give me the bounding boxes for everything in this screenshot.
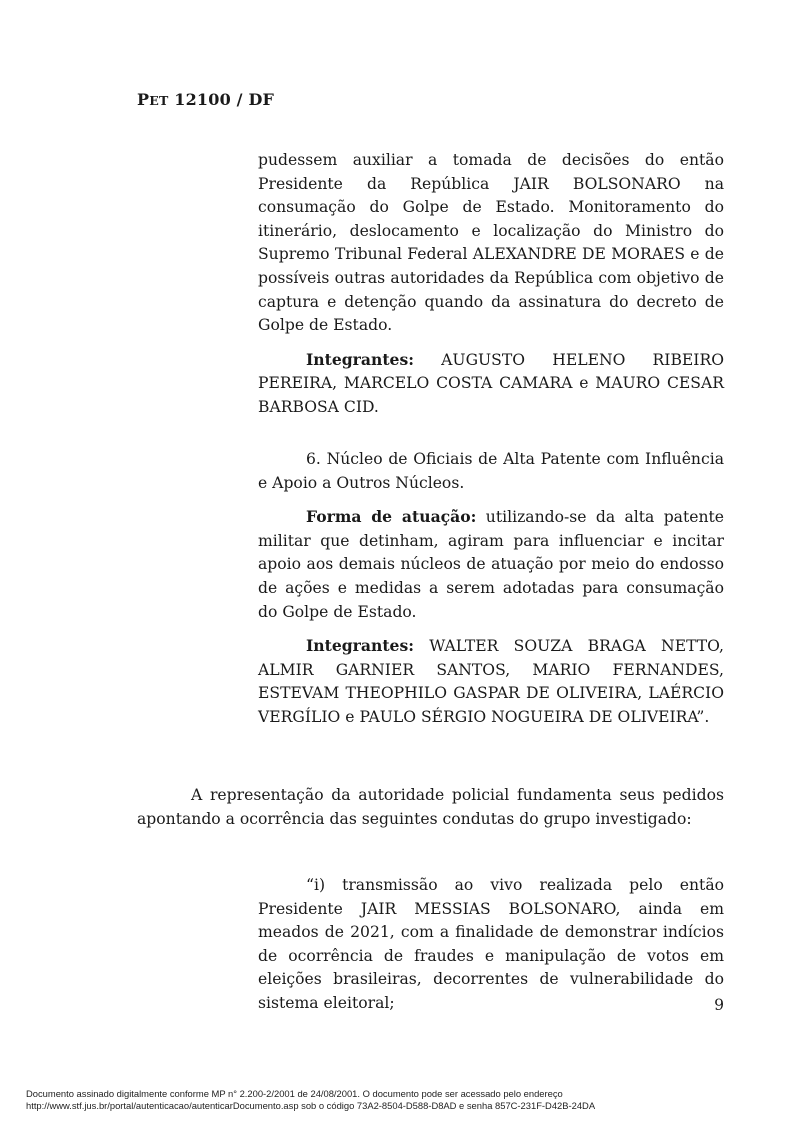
members-list: WALTER SOUZA BRAGA NETTO, ALMIR GARNIER SANTOS, MARIO FERNANDES, ESTEVAM THEOPHILO GASPAR DE OLIVEIRA, LAÉRCIO VERGÍLIO e PAULO SÉRGIO NOGUEIRA DE OLIVEIRA”. xyxy=(258,637,724,726)
members-label: Integrantes: xyxy=(306,349,414,369)
quote-paragraph-conduct: “i) transmissão ao vivo realizada pelo então Presidente JAIR MESSIAS BOLSONARO, ainda em meados de 2021, com a finalidade de demonstrar indícios de ocorrência de fraudes e manipulação de votos em eleições brasileiras, decorrentes de vulnerabilidade do sistema eleitoral; xyxy=(258,876,724,1012)
footer-line-1: Documento assinado digitalmente conforme MP n° 2.200-2/2001 de 24/08/2001. O documento pode ser acessado pelo endereço xyxy=(26,1088,563,1099)
page-header xyxy=(137,90,274,109)
header-smallcaps: ET xyxy=(149,93,169,108)
quote-block-nucleus-6 xyxy=(258,448,724,730)
page-number: 9 xyxy=(714,996,724,1014)
quote-block-conduct-i xyxy=(258,874,724,1016)
footer-line-2: http://www.stf.jus.br/portal/autenticacao/autenticarDocumento.asp sob o código 73A2-8504-D588-D8AD e senha 857C-231F-D42B-24DA xyxy=(26,1100,596,1111)
nucleus-title: 6. Núcleo de Oficiais de Alta Patente com Influência e Apoio a Outros Núcleos. xyxy=(258,450,724,492)
action-label: Forma de atuação: xyxy=(306,507,477,527)
quote-paragraph-members-1 xyxy=(258,348,724,420)
body-paragraph: A representação da autoridade policial fundamenta seus pedidos apontando a ocorrência das seguintes condutas do grupo investigado: xyxy=(137,786,724,828)
header-case-number: 12100 / DF xyxy=(168,90,275,109)
quote-paragraph-members-2 xyxy=(258,634,724,729)
members-label: Integrantes: xyxy=(306,636,414,656)
header-initial: P xyxy=(137,90,150,109)
quote-block-core-group xyxy=(258,149,724,420)
quote-paragraph-action xyxy=(258,505,724,624)
quote-paragraph-core-actions: pudessem auxiliar a tomada de decisões do então Presidente da República JAIR BOLSONARO na consumação do Golpe de Estado. Monitoramento do itinerário, deslocamento e localização do Ministro do Supremo Tribunal Federal ALEXANDRE DE MORAES e de possíveis outras autoridades da República com objetivo de captura e detenção quando da assinatura do decreto de Golpe de Estado. xyxy=(258,151,724,335)
action-text: utilizando-se da alta patente militar que detinham, agiram para influenciar e incitar apoio aos demais núcleos de atuação por meio do endosso de ações e medidas a serem adotadas para consumação do Golpe de Estado. xyxy=(258,508,725,621)
members-list: AUGUSTO HELENO RIBEIRO PEREIRA, MARCELO COSTA CAMARA e MAURO CESAR BARBOSA CID. xyxy=(258,350,724,416)
digital-signature-footer xyxy=(26,1088,595,1112)
